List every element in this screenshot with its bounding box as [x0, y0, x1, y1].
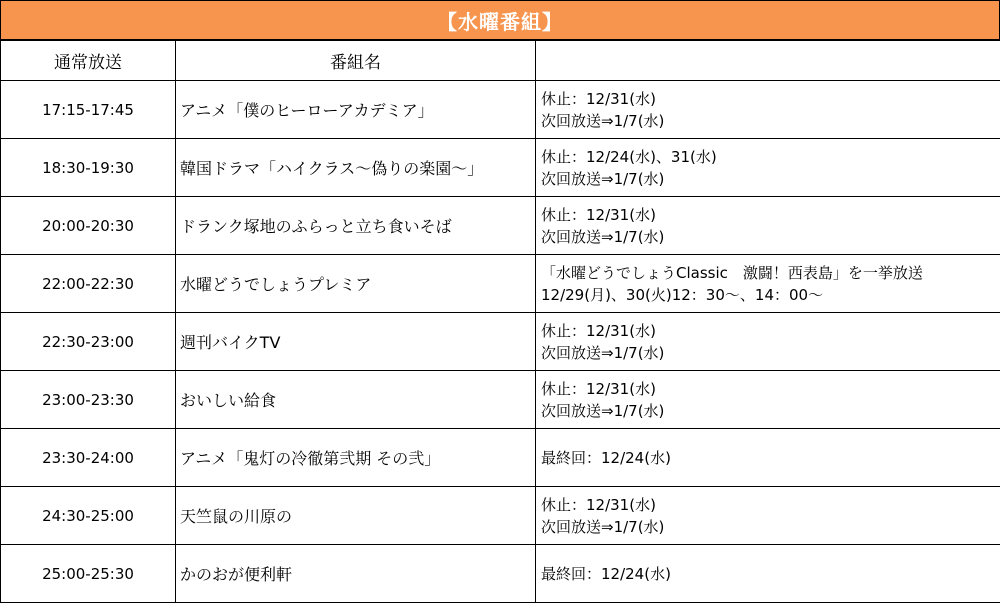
cell-broadcast-note: [536, 371, 1000, 429]
cell-program-name: 韓国ドラマ「ハイクラス～偽りの楽園～」: [176, 139, 536, 197]
note-line: 最終回：12/24(水): [541, 563, 1000, 585]
cell-program-name: 水曜どうでしょうプレミア: [176, 255, 536, 313]
note-line: 次回放送⇒1/7(水): [541, 168, 1000, 190]
table-row: [1, 313, 1000, 371]
note-line: 次回放送⇒1/7(水): [541, 516, 1000, 538]
cell-broadcast-note: [536, 197, 1000, 255]
table-row: [1, 429, 1000, 487]
note-line: 休止：12/24(水)、31(水): [541, 146, 1000, 168]
cell-broadcast-time: 22:00-22:30: [1, 255, 176, 313]
note-line: 次回放送⇒1/7(水): [541, 226, 1000, 248]
note-line: 12/29(月)、30(火)12：30～、14：00～: [541, 284, 1000, 306]
cell-program-name: おいしい給食: [176, 371, 536, 429]
table-row: [1, 139, 1000, 197]
cell-broadcast-note: [536, 255, 1000, 313]
cell-broadcast-time: 25:00-25:30: [1, 545, 176, 603]
note-line: 休止：12/31(水): [541, 88, 1000, 110]
cell-broadcast-time: 17:15-17:45: [1, 81, 176, 139]
note-line: 次回放送⇒1/7(水): [541, 110, 1000, 132]
table-header-row: [1, 41, 1000, 81]
cell-program-name: 天竺鼠の川原の: [176, 487, 536, 545]
header-program-name: 番組名: [176, 41, 536, 81]
table-row: [1, 255, 1000, 313]
table-row: [1, 371, 1000, 429]
cell-program-name: 週刊バイクTV: [176, 313, 536, 371]
cell-program-name: かのおが便利軒: [176, 545, 536, 603]
header-note: [536, 41, 1000, 81]
cell-broadcast-time: 24:30-25:00: [1, 487, 176, 545]
header-time: 通常放送: [1, 41, 176, 81]
table-row: [1, 545, 1000, 603]
cell-broadcast-time: 23:00-23:30: [1, 371, 176, 429]
table-row: [1, 81, 1000, 139]
cell-broadcast-note: [536, 139, 1000, 197]
cell-program-name: アニメ「鬼灯の冷徹第弐期 その弐」: [176, 429, 536, 487]
cell-broadcast-time: 20:00-20:30: [1, 197, 176, 255]
note-line: 休止：12/31(水): [541, 378, 1000, 400]
cell-broadcast-note: [536, 429, 1000, 487]
note-line: 最終回：12/24(水): [541, 447, 1000, 469]
cell-broadcast-time: 22:30-23:00: [1, 313, 176, 371]
cell-broadcast-time: 18:30-19:30: [1, 139, 176, 197]
table-row: [1, 487, 1000, 545]
cell-broadcast-note: [536, 313, 1000, 371]
cell-broadcast-note: [536, 545, 1000, 603]
table-row: [1, 197, 1000, 255]
cell-program-name: ドランク塚地のふらっと立ち食いそば: [176, 197, 536, 255]
schedule-table: [0, 40, 1000, 603]
cell-broadcast-time: 23:30-24:00: [1, 429, 176, 487]
cell-broadcast-note: [536, 487, 1000, 545]
note-line: 休止：12/31(水): [541, 204, 1000, 226]
schedule-title-banner: [0, 0, 1000, 40]
cell-program-name: アニメ「僕のヒーローアカデミア」: [176, 81, 536, 139]
note-line: 休止：12/31(水): [541, 320, 1000, 342]
note-line: 次回放送⇒1/7(水): [541, 342, 1000, 364]
note-line: 「水曜どうでしょうClassic 激闘！西表島」を一挙放送: [541, 262, 1000, 284]
note-line: 休止：12/31(水): [541, 494, 1000, 516]
note-line: 次回放送⇒1/7(水): [541, 400, 1000, 422]
schedule-body: [1, 81, 1000, 603]
schedule-title: 【水曜番組】: [437, 6, 563, 35]
cell-broadcast-note: [536, 81, 1000, 139]
